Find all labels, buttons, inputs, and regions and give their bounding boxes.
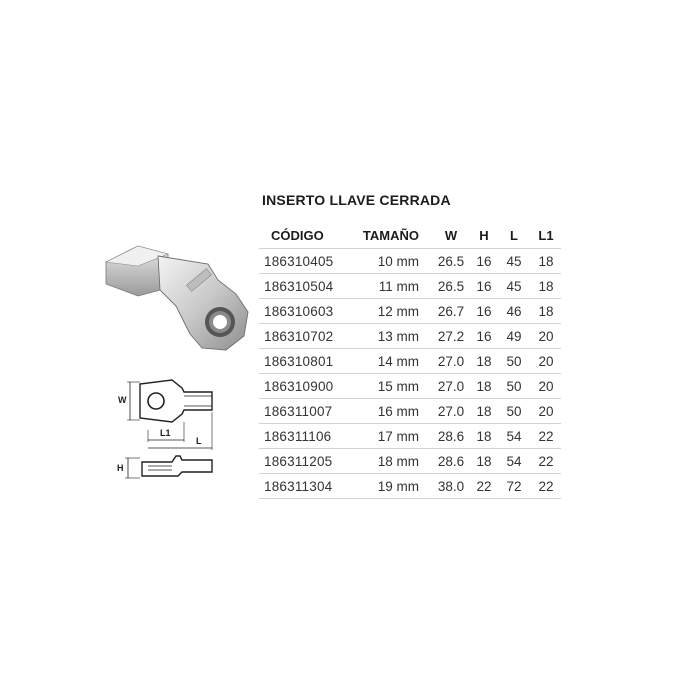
row-code: 186310900 [259, 374, 355, 399]
row-h: 16 [471, 324, 497, 349]
row-size: 16 mm [355, 399, 431, 424]
table-row [259, 399, 561, 424]
row-l1: 18 [531, 274, 561, 299]
row-h: 18 [471, 424, 497, 449]
row-w: 27.2 [431, 324, 471, 349]
row-size: 17 mm [355, 424, 431, 449]
row-l1: 18 [531, 299, 561, 324]
header-size: TAMAÑO [355, 222, 431, 249]
table-row [259, 274, 561, 299]
row-l: 45 [497, 274, 531, 299]
row-l: 49 [497, 324, 531, 349]
row-l: 45 [497, 249, 531, 274]
row-size: 13 mm [355, 324, 431, 349]
row-code: 186310405 [259, 249, 355, 274]
row-w: 26.7 [431, 299, 471, 324]
row-l1: 22 [531, 474, 561, 499]
row-code: 186311205 [259, 449, 355, 474]
header-l1: L1 [531, 222, 561, 249]
w-dimension-label: W [118, 395, 127, 405]
row-size: 15 mm [355, 374, 431, 399]
row-h: 16 [471, 249, 497, 274]
row-l: 50 [497, 349, 531, 374]
row-l1: 18 [531, 249, 561, 274]
row-l1: 20 [531, 399, 561, 424]
row-w: 28.6 [431, 449, 471, 474]
row-l: 50 [497, 374, 531, 399]
spec-table [259, 222, 561, 499]
row-w: 27.0 [431, 399, 471, 424]
row-l: 54 [497, 424, 531, 449]
row-code: 186310801 [259, 349, 355, 374]
row-l: 46 [497, 299, 531, 324]
row-l1: 20 [531, 374, 561, 399]
row-l: 50 [497, 399, 531, 424]
row-h: 16 [471, 299, 497, 324]
table-title: INSERTO LLAVE CERRADA [262, 192, 451, 208]
table-row [259, 249, 561, 274]
row-w: 27.0 [431, 349, 471, 374]
table-row [259, 349, 561, 374]
table-row [259, 374, 561, 399]
row-l1: 22 [531, 424, 561, 449]
row-code: 186311007 [259, 399, 355, 424]
row-size: 10 mm [355, 249, 431, 274]
l1-dimension-label: L1 [160, 428, 171, 438]
header-h: H [471, 222, 497, 249]
table-row [259, 449, 561, 474]
row-w: 27.0 [431, 374, 471, 399]
h-dimension-label: H [117, 463, 124, 473]
wrench-insert-photo [98, 236, 258, 356]
header-code: CÓDIGO [259, 222, 355, 249]
row-code: 186310504 [259, 274, 355, 299]
row-l1: 20 [531, 349, 561, 374]
row-size: 14 mm [355, 349, 431, 374]
dimension-drawing [112, 370, 252, 490]
row-size: 19 mm [355, 474, 431, 499]
row-code: 186311304 [259, 474, 355, 499]
row-h: 18 [471, 449, 497, 474]
row-l: 54 [497, 449, 531, 474]
row-w: 28.6 [431, 424, 471, 449]
l-dimension-label: L [196, 436, 202, 446]
row-code: 186310603 [259, 299, 355, 324]
row-h: 22 [471, 474, 497, 499]
table-row [259, 324, 561, 349]
row-l1: 22 [531, 449, 561, 474]
row-l: 72 [497, 474, 531, 499]
header-w: W [431, 222, 471, 249]
row-h: 16 [471, 274, 497, 299]
row-h: 18 [471, 374, 497, 399]
row-size: 11 mm [355, 274, 431, 299]
row-l1: 20 [531, 324, 561, 349]
table-row [259, 299, 561, 324]
table-row [259, 474, 561, 499]
row-size: 18 mm [355, 449, 431, 474]
row-code: 186310702 [259, 324, 355, 349]
row-h: 18 [471, 399, 497, 424]
row-w: 26.5 [431, 249, 471, 274]
header-l: L [497, 222, 531, 249]
row-w: 38.0 [431, 474, 471, 499]
row-w: 26.5 [431, 274, 471, 299]
row-size: 12 mm [355, 299, 431, 324]
table-body [259, 249, 561, 499]
table-header-row [259, 222, 561, 249]
row-code: 186311106 [259, 424, 355, 449]
row-h: 18 [471, 349, 497, 374]
table-row [259, 424, 561, 449]
